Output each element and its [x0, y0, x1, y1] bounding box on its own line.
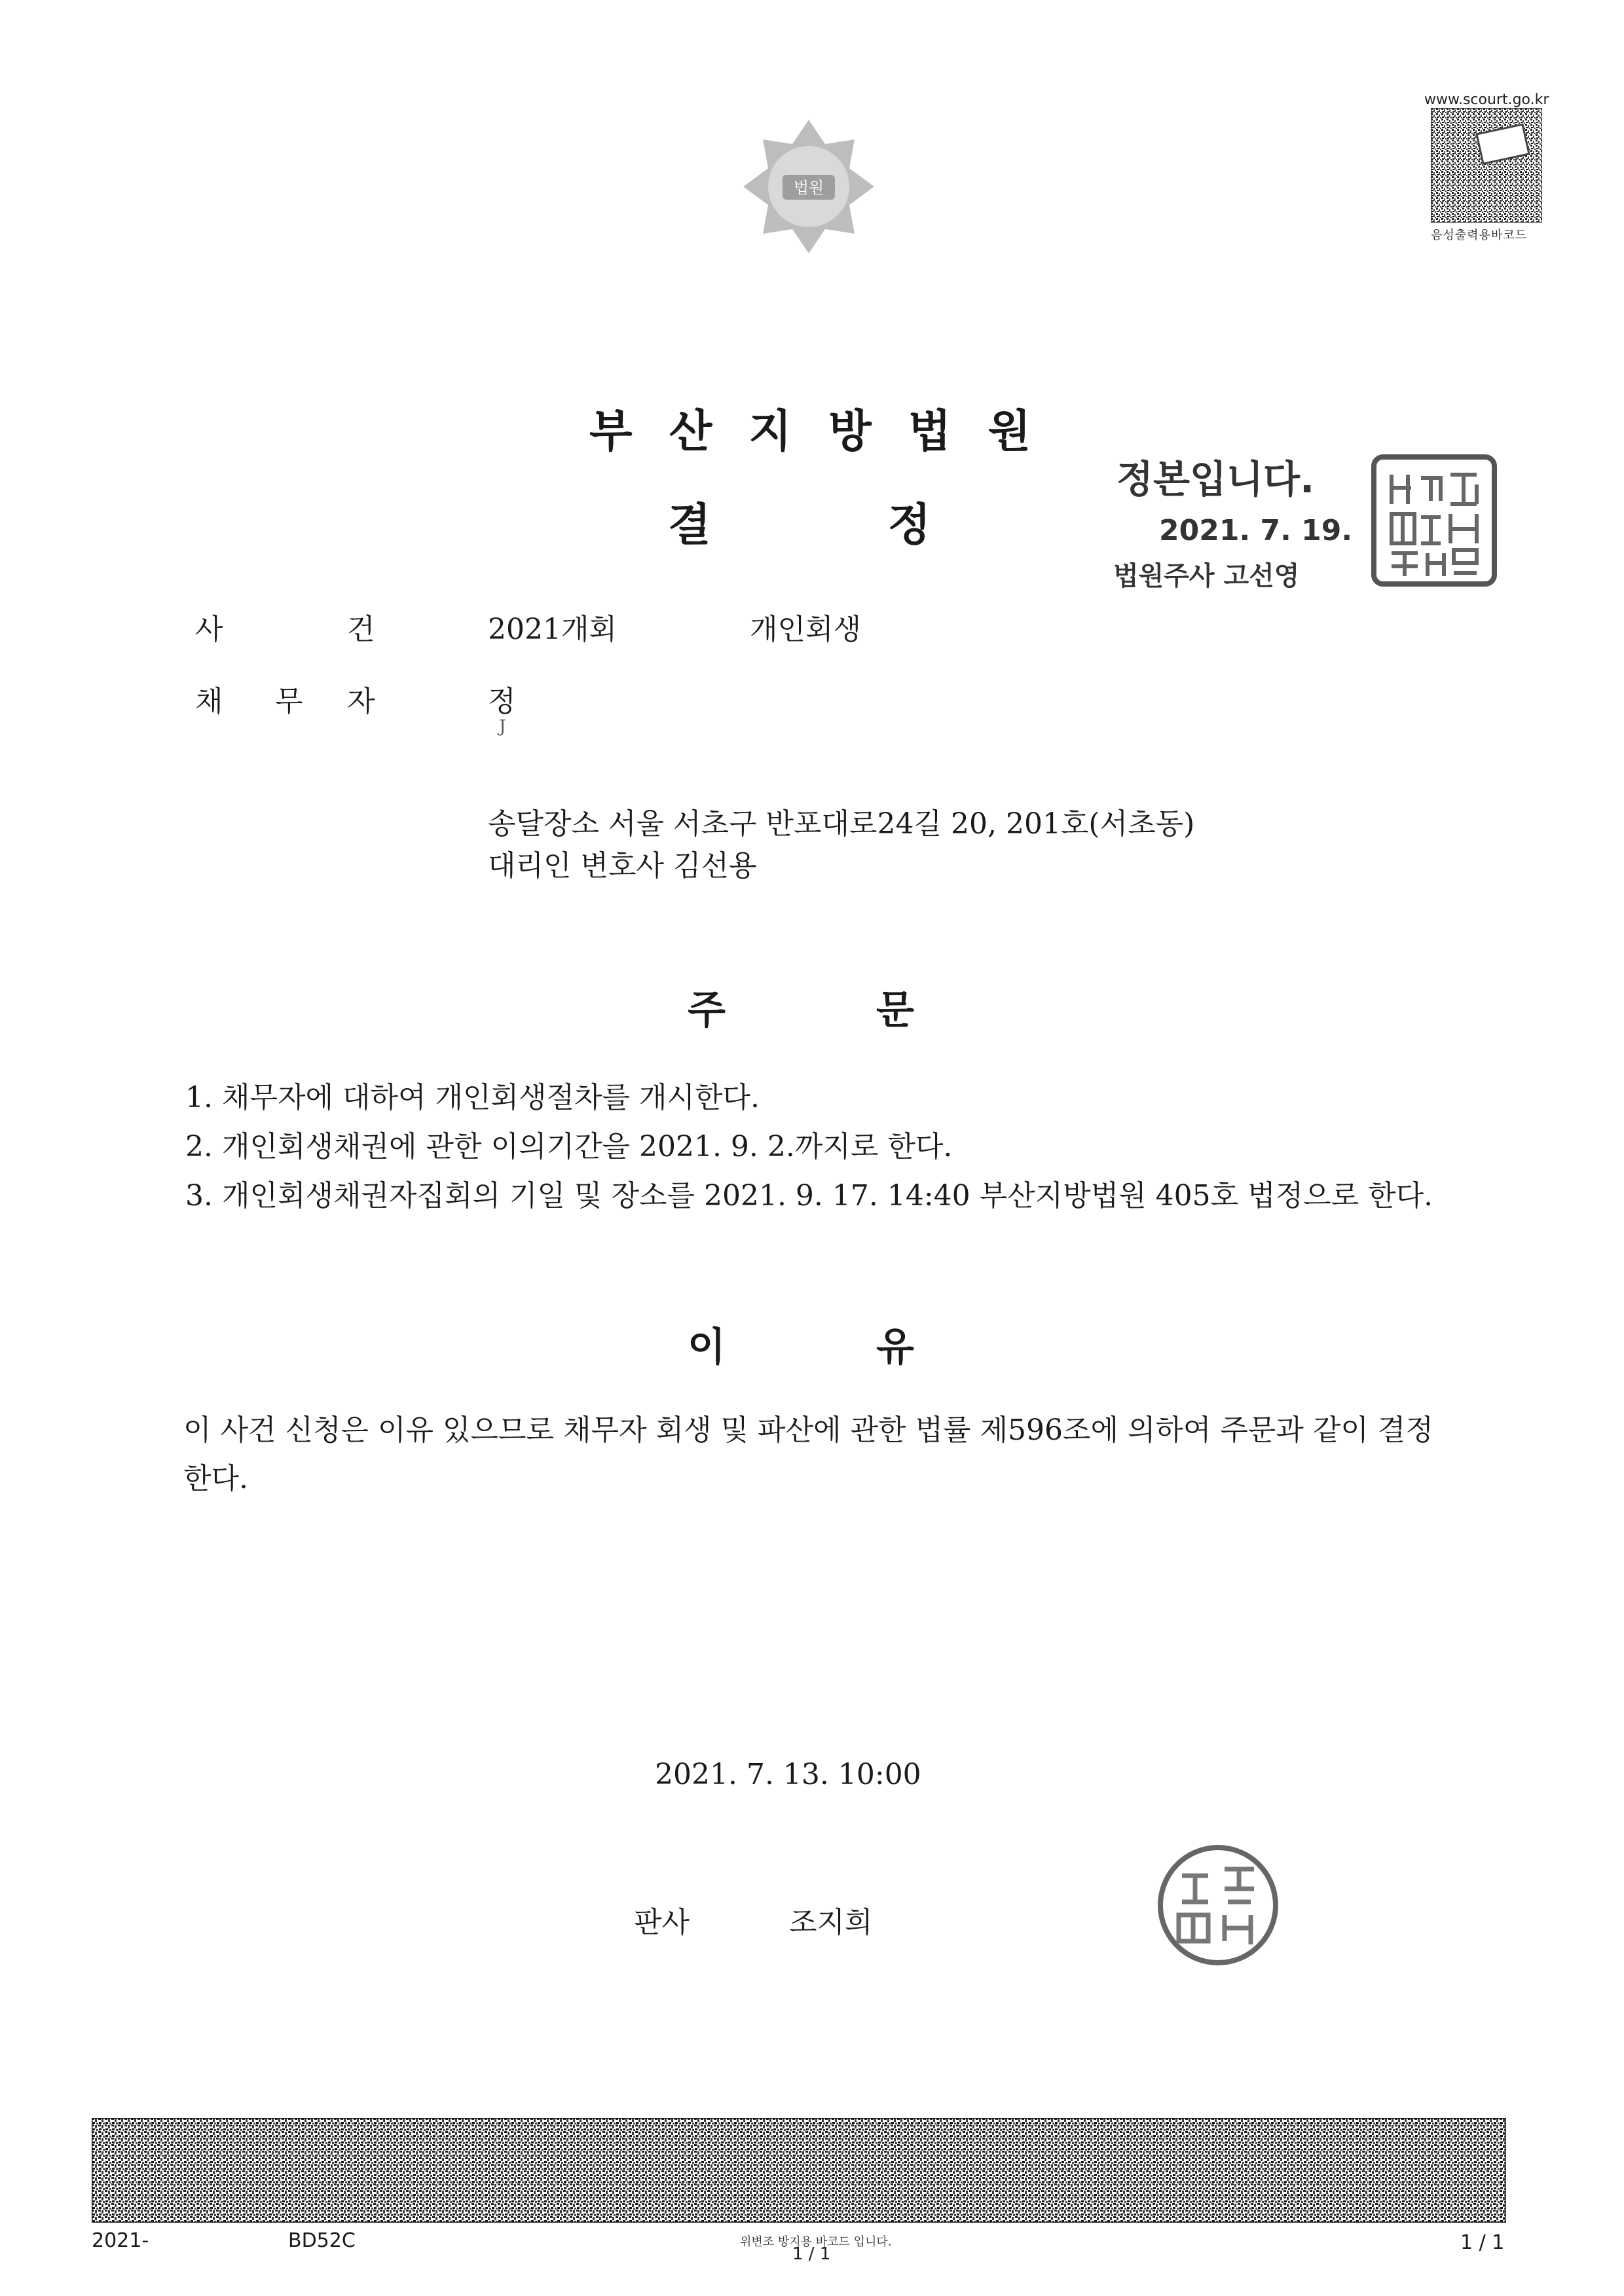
case-number: 2021개회 — [488, 613, 617, 646]
court-name: 부산지방법원 — [589, 406, 1068, 458]
judge-seal-stamp — [1153, 1840, 1283, 1971]
certified-copy-date: 2021. 7. 19. — [1159, 514, 1353, 547]
legal-agent: 대리인 변호사 김선용 — [488, 849, 757, 883]
debtor-label-char-2: 무 — [275, 685, 303, 718]
court-url: www.scourt.go.kr — [1424, 92, 1549, 108]
order-heading: 주문 — [688, 987, 1065, 1033]
case-type: 개인회생 — [750, 613, 862, 646]
certified-copy-clerk: 법원주사 고선영 — [1113, 561, 1300, 591]
court-emblem-icon — [737, 115, 881, 259]
footer-page-number-right: 1 / 1 — [1460, 2231, 1505, 2254]
voice-output-barcode — [1431, 108, 1542, 223]
debtor-label-char-1: 채 — [195, 685, 223, 718]
footer-barcode-note: 위변조 방지용 바코드 입니다. — [740, 2235, 892, 2249]
footer-document-code: BD52C — [288, 2229, 356, 2252]
emblem-label: 법원 — [793, 179, 824, 197]
barcode-caption: 음성출력용바코드 — [1431, 228, 1528, 242]
order-item-2: 2. 개인회생채권에 관한 이의기간을 2021. 9. 2.까지로 한다. — [185, 1130, 953, 1163]
case-label-char-1: 사 — [195, 613, 223, 646]
certified-copy-label: 정본입니다. — [1116, 457, 1315, 501]
clerk-seal-stamp — [1369, 452, 1500, 589]
document-type-title: 결정 — [668, 500, 1108, 551]
case-label-char-2: 건 — [347, 613, 375, 646]
footer-case-prefix: 2021- — [92, 2229, 149, 2252]
debtor-redacted-line: J — [499, 717, 506, 737]
debtor-name: 정 — [488, 685, 516, 718]
order-item-3: 3. 개인회생채권자집회의 기일 및 장소를 2021. 9. 17. 14:40 부산지방법원 405호 법정으로 한다. — [185, 1179, 1433, 1212]
decision-date: 2021. 7. 13. 10:00 — [655, 1758, 921, 1791]
anti-forgery-barcode — [92, 2118, 1506, 2223]
footer-page-number-center: 1 / 1 — [792, 2244, 831, 2264]
service-address: 송달장소 서울 서초구 반포대로24길 20, 201호(서초동) — [488, 807, 1195, 841]
judge-name: 조지희 — [789, 1906, 873, 1939]
reason-heading: 이유 — [688, 1324, 1065, 1370]
reason-text: 이 사건 신청은 이유 있으므로 채무자 회생 및 파산에 관한 법률 제596조에 의하여 주문과 같이 결정한다. — [183, 1413, 1433, 1495]
order-item-1: 1. 채무자에 대하여 개인회생절차를 개시한다. — [185, 1081, 760, 1114]
judge-title: 판사 — [634, 1906, 690, 1939]
debtor-label-char-3: 자 — [347, 685, 375, 718]
